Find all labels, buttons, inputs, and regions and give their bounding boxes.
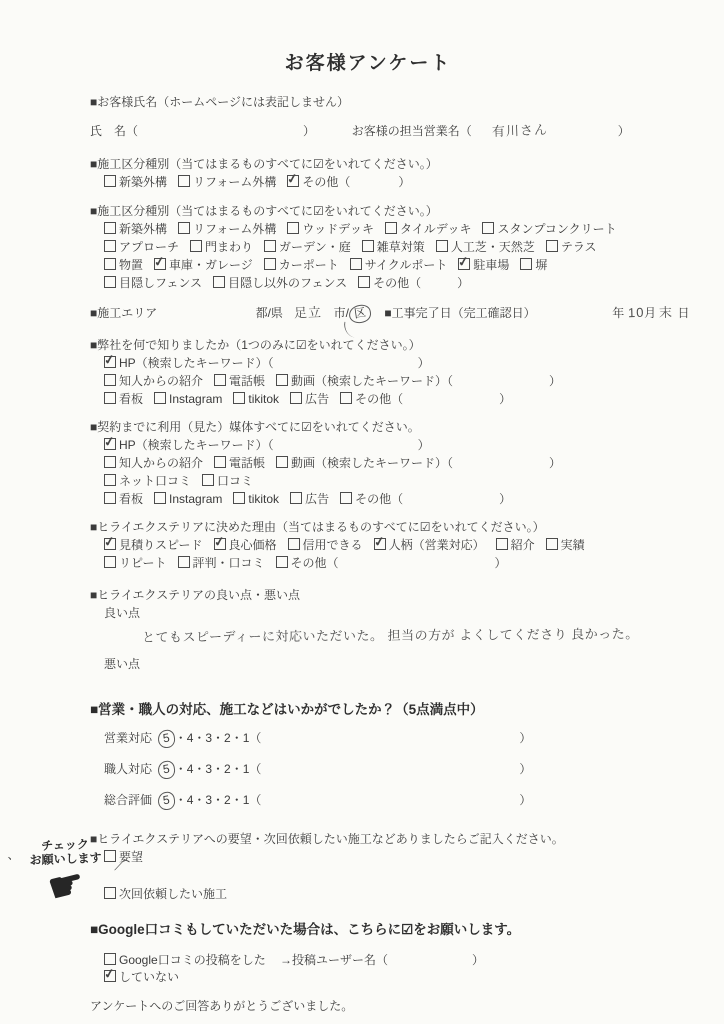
checkbox: [276, 374, 288, 386]
circled-score: 5: [157, 760, 176, 780]
rating-scale: ・4・3・2・1（: [174, 793, 262, 807]
name-label: 氏 名（: [90, 124, 139, 138]
checkbox-label: サイクルポート: [364, 258, 448, 272]
checkbox: [233, 392, 245, 404]
checkbox-label: 要望: [119, 850, 144, 864]
section-heading: ■弊社を何で知りましたか（1つのみに☑をいれてください。）: [90, 338, 421, 352]
checkbox-row: [104, 456, 646, 471]
stamp-text-line1: チェック: [41, 837, 90, 853]
sales-close-paren: ）: [617, 124, 630, 138]
checkbox: [178, 175, 190, 187]
reason-chosen-section: [90, 520, 646, 571]
section-heading: ■お客様氏名（ホームページには表記しません）: [90, 95, 350, 109]
checkbox-row: [104, 492, 646, 507]
rating-scale: ・4・3・2・1（: [174, 762, 262, 776]
checkbox-row: [104, 374, 646, 389]
checkbox-label: 人工芝・天然芝: [450, 240, 535, 254]
checkbox-item: [154, 258, 253, 273]
checkbox-item: [546, 538, 585, 553]
checkbox-row: [104, 240, 646, 255]
checkbox-item: [104, 374, 203, 389]
checkbox: [290, 492, 302, 504]
section-heading: ■ヒライエクステリアに決めた理由（当てはまるものすべてに☑をいれてください。）: [90, 520, 545, 534]
checkbox: [104, 258, 116, 270]
checkbox-label: ウッドデッキ: [302, 222, 374, 236]
construction-area-section: [90, 304, 690, 323]
checkbox-label: 車庫・ガレージ: [169, 258, 253, 272]
checkbox-label: 門まわり: [205, 240, 254, 254]
checkbox-item: [496, 538, 535, 553]
checkbox: [214, 538, 226, 550]
checkbox: [214, 456, 226, 468]
construction-category-section-2: [90, 204, 646, 291]
circled-score: 5: [157, 729, 176, 749]
checkbox-label: していない: [119, 970, 180, 984]
checkbox-label: ネット口コミ: [119, 474, 192, 488]
checkbox: [154, 258, 166, 270]
checkbox-label: Instagram: [169, 492, 223, 506]
checkbox-item: [104, 240, 179, 255]
checkbox-label: 目隠し以外のフェンス: [228, 276, 348, 290]
checkbox-label: テラス: [560, 240, 597, 254]
checkbox-item: [104, 538, 203, 553]
checkbox: [202, 474, 214, 486]
checkbox-item: [190, 240, 253, 255]
checkbox-label: ガーデン・庭: [279, 240, 351, 254]
checkbox: [104, 392, 116, 404]
day-label: 日: [677, 306, 690, 320]
rating-close-paren: ）: [519, 731, 532, 745]
rating-row: [104, 792, 646, 810]
checkbox-label: 紹介: [510, 538, 535, 552]
checkbox-label: HP（検索したキーワード）（ ）: [119, 356, 430, 370]
checkbox: [154, 392, 166, 404]
good-point-label: 良い点: [104, 606, 141, 620]
checkbox: [482, 222, 494, 234]
checkbox: [104, 374, 116, 386]
checkbox-label: 知人からの紹介: [119, 374, 204, 388]
checkbox-label: 良心価格: [228, 538, 277, 552]
pointing-hand-icon: ☛: [43, 860, 90, 912]
checkbox-label: その他（ ）: [373, 276, 470, 290]
checkbox: [340, 392, 352, 404]
checkbox-item: [520, 258, 547, 273]
checkbox: [213, 276, 225, 288]
prefecture-label: 都/県: [255, 306, 283, 320]
checkbox-item: [458, 258, 509, 273]
city-label: 市/: [333, 306, 349, 320]
checkbox: [104, 276, 116, 288]
checkbox: [104, 970, 116, 982]
checkbox: [546, 538, 558, 550]
checkbox-item: [178, 222, 276, 237]
checkbox-label: アプローチ: [119, 240, 180, 254]
ratings-section: [90, 702, 646, 810]
checkbox-item: [276, 374, 561, 389]
rating-label: 職人対応: [104, 762, 153, 776]
checkbox-label: 知人からの紹介: [119, 456, 204, 470]
checkbox-row: [104, 222, 646, 237]
checkbox-item: [104, 222, 167, 237]
month-label: 月: [644, 306, 657, 320]
requests-section: [90, 832, 646, 902]
checkbox: [104, 240, 116, 252]
checkbox: [104, 538, 116, 550]
checkbox: [276, 456, 288, 468]
checkbox: [436, 240, 448, 252]
area-handwritten-value: 足立: [294, 304, 323, 321]
section-heading: ■ヒライエクステリアの良い点・悪い点: [90, 588, 301, 602]
sales-rep-handwritten-value: 有川さん: [491, 122, 548, 139]
checkbox: [104, 175, 116, 187]
checkbox-label: Google口コミの投稿をした: [119, 953, 266, 967]
checkbox-label: tikitok: [248, 492, 280, 506]
how-known-section: [90, 338, 646, 407]
checkbox-label: 新築外構: [119, 175, 168, 189]
checkbox: [374, 538, 386, 550]
checkbox-item: [104, 438, 430, 453]
good-bad-points-section: [90, 588, 646, 672]
checkbox-row: [104, 438, 646, 453]
circled-ward: 区: [348, 304, 372, 325]
checkbox-item: [358, 276, 469, 291]
handwritten-text: とてもスピーディーに対応いただいた。 担当の方が よくしてくださり 良かった。: [141, 626, 639, 645]
year-label: 年: [612, 306, 625, 320]
checkbox-label: 雑草対策: [376, 240, 425, 254]
section-heading: ■施工区分種別（当てはまるものすべてに☑をいれてください。）: [90, 157, 438, 171]
checkbox: [104, 556, 116, 568]
checkbox-item: [154, 492, 222, 507]
checkbox-item: [264, 240, 351, 255]
day-handwritten-value: 末: [659, 304, 674, 321]
checkbox: [104, 492, 116, 504]
checkbox-row: [104, 392, 646, 407]
checkbox-item: [104, 276, 202, 291]
checkbox-label: 電話帳: [229, 374, 266, 388]
checkbox-label: その他（ ）: [355, 392, 512, 406]
checkbox: [154, 492, 166, 504]
checkbox-item: [290, 492, 329, 507]
checkbox: [264, 240, 276, 252]
checkbox-label: Instagram: [169, 392, 223, 406]
checkbox-row: [104, 356, 646, 371]
checkbox-item: [104, 456, 203, 471]
google-review-section: [90, 922, 646, 985]
thank-you-note: アンケートへのご回答ありがとうございました。: [90, 999, 354, 1013]
checkbox-item: [104, 492, 143, 507]
checkbox-item: [290, 392, 329, 407]
name-line: [90, 123, 646, 139]
checkbox-item: [385, 222, 472, 237]
checkbox-item: [436, 240, 535, 255]
checkbox-label: tikitok: [248, 392, 280, 406]
checkbox: [104, 356, 116, 368]
checkbox-item: [104, 953, 266, 968]
checkbox-label: 次回依頼したい施工: [119, 887, 228, 901]
checkbox-item: [287, 222, 374, 237]
checkbox-label: リフォーム外構: [193, 175, 277, 189]
checkbox: [233, 492, 245, 504]
decorative-tick: ／: [113, 857, 127, 873]
checkbox: [385, 222, 397, 234]
checkbox-item: [214, 538, 277, 553]
checkbox-item: [340, 392, 511, 407]
rating-close-paren: ）: [519, 793, 532, 807]
checkbox-label: 塀: [535, 258, 548, 272]
media-used-section: [90, 420, 646, 507]
checkbox: [287, 222, 299, 234]
checkbox: [104, 438, 116, 450]
checkbox-item: [104, 556, 167, 571]
checkbox-label: 評判・口コミ: [192, 556, 265, 570]
checkbox: [276, 556, 288, 568]
checkbox-row: [104, 556, 646, 571]
good-point-handwritten-comment: [142, 628, 646, 644]
checkbox: [104, 474, 116, 486]
checkbox-label: 実績: [560, 538, 585, 552]
checkbox-label: 口コミ: [217, 474, 254, 488]
checkbox-item: [287, 175, 410, 190]
checkbox-item: [104, 356, 430, 371]
checkbox-item: [264, 258, 339, 273]
checkbox-label: 物置: [119, 258, 144, 272]
checkbox-item: [154, 392, 222, 407]
checkbox: [104, 222, 116, 234]
google-not-posted-line: [104, 970, 646, 985]
checkbox-label: 看板: [119, 492, 144, 506]
checkbox-row: [104, 538, 646, 553]
checkbox: [358, 276, 370, 288]
checkbox-label: その他（ ）: [290, 556, 507, 570]
section-heading: ■施工区分種別（当てはまるものすべてに☑をいれてください。）: [90, 204, 438, 218]
checkbox-item: [104, 258, 143, 273]
checkbox: [340, 492, 352, 504]
checkbox-label: 動画（検索したキーワード）（ ）: [291, 374, 562, 388]
name-close-paren: ）: [303, 124, 316, 138]
checkbox-item: [213, 276, 347, 291]
stamp-text-line2: お願いします: [29, 850, 102, 868]
checkbox-label: 看板: [119, 392, 144, 406]
checkbox: [178, 556, 190, 568]
checkbox: [104, 953, 116, 965]
area-label: ■施工エリア: [90, 306, 158, 320]
area-line: [90, 304, 690, 323]
checkbox: [546, 240, 558, 252]
checkbox-item: [104, 887, 635, 902]
checkbox: [178, 222, 190, 234]
checkbox-item: [104, 175, 167, 190]
bad-point-label: 悪い点: [104, 657, 141, 671]
checkbox-item: [546, 240, 597, 255]
sales-rep-label: お客様の担当営業名（: [351, 124, 472, 138]
section-heading: ■Google口コミもしていただいた場合は、こちらに☑をお願いします。: [90, 922, 521, 937]
checkbox-item: [214, 374, 265, 389]
checkbox: [214, 374, 226, 386]
checkbox-item: [233, 392, 279, 407]
request-items: [104, 850, 646, 902]
checkbox-item: [340, 492, 511, 507]
checkbox-item: [276, 456, 561, 471]
checkbox-label: 電話帳: [229, 456, 266, 470]
checkbox: [190, 240, 202, 252]
checkbox-label: 信用できる: [302, 538, 363, 552]
check-please-stamp: [7, 836, 127, 912]
checkbox-item: [104, 850, 635, 865]
checkbox-row: [104, 474, 646, 489]
checkbox: [458, 258, 470, 270]
construction-category-section-1: [90, 157, 646, 190]
checkbox: [362, 240, 374, 252]
rating-scale: ・4・3・2・1（: [174, 731, 262, 745]
checkbox-item: [178, 556, 265, 571]
checkbox: [264, 258, 276, 270]
checkbox-item: [288, 538, 363, 553]
checkbox-item: [214, 456, 265, 471]
page-title: お客様アンケート: [284, 53, 452, 74]
section-heading: ■営業・職人の対応、施工などはいかがでしたか？（5点満点中）: [90, 702, 484, 717]
rating-label: 総合評価: [104, 793, 153, 807]
checkbox-item: [374, 538, 485, 553]
section-heading: ■契約までに利用（見た）媒体すべてに☑をいれてください。: [90, 420, 420, 434]
checkbox-label: 動画（検索したキーワード）（ ）: [291, 456, 562, 470]
checkbox-label: その他（ ）: [302, 175, 411, 189]
google-posted-line: [104, 953, 646, 968]
checkbox-label: 見積りスピード: [119, 538, 203, 552]
poster-username-label: →投稿ユーザー名（ ）: [280, 953, 485, 967]
month-handwritten-value: 10: [627, 304, 645, 321]
checkbox-row: [104, 175, 646, 190]
checkbox-item: [104, 474, 191, 489]
checkbox-label: 人柄（営業対応）: [388, 538, 485, 552]
checkbox-label: その他（ ）: [355, 492, 512, 506]
checkbox-label: 広告: [305, 492, 330, 506]
completion-date-label: ■工事完了日（完工確認日）: [384, 306, 536, 320]
customer-name-section: [90, 95, 646, 139]
checkbox-item: [350, 258, 448, 273]
checkbox-row: [104, 276, 646, 291]
checkbox-label: カーポート: [278, 258, 339, 272]
checkbox-label: 新築外構: [119, 222, 168, 236]
rating-rows: [104, 730, 646, 810]
checkbox-label: タイルデッキ: [399, 222, 472, 236]
checkbox-item: [233, 492, 279, 507]
checkbox-label: HP（検索したキーワード）（ ）: [119, 438, 430, 452]
rating-row: [104, 730, 646, 748]
checkbox-item: [202, 474, 253, 489]
checkbox-row: [104, 258, 646, 273]
checkbox: [350, 258, 362, 270]
section-heading: ■ヒライエクステリアへの要望・次回依頼したい施工などありましたらご記入ください。: [90, 832, 564, 846]
checkbox-item: [276, 556, 507, 571]
rating-close-paren: ）: [519, 762, 532, 776]
decorative-tick: 、: [7, 847, 20, 863]
checkbox-label: リフォーム外構: [193, 222, 277, 236]
checkbox: [290, 392, 302, 404]
rating-row: [104, 761, 646, 779]
checkbox: [496, 538, 508, 550]
checkbox-item: [178, 175, 276, 190]
checkbox-label: 広告: [305, 392, 330, 406]
survey-content: [90, 53, 690, 1014]
circled-score: 5: [157, 791, 176, 811]
checkbox: [104, 456, 116, 468]
checkbox: [288, 538, 300, 550]
checkbox-label: スタンプコンクリート: [497, 222, 617, 236]
checkbox-label: 駐車場: [473, 258, 510, 272]
checkbox-item: [482, 222, 616, 237]
checkbox-item: [362, 240, 425, 255]
rating-label: 営業対応: [104, 731, 153, 745]
checkbox: [287, 175, 299, 187]
checkbox-label: 目隠しフェンス: [119, 276, 203, 290]
checkbox-label: リピート: [119, 556, 167, 570]
checkbox: [520, 258, 532, 270]
checkbox-item: [104, 392, 143, 407]
checkbox-item: [104, 970, 179, 985]
checkbox-row: [104, 953, 277, 967]
